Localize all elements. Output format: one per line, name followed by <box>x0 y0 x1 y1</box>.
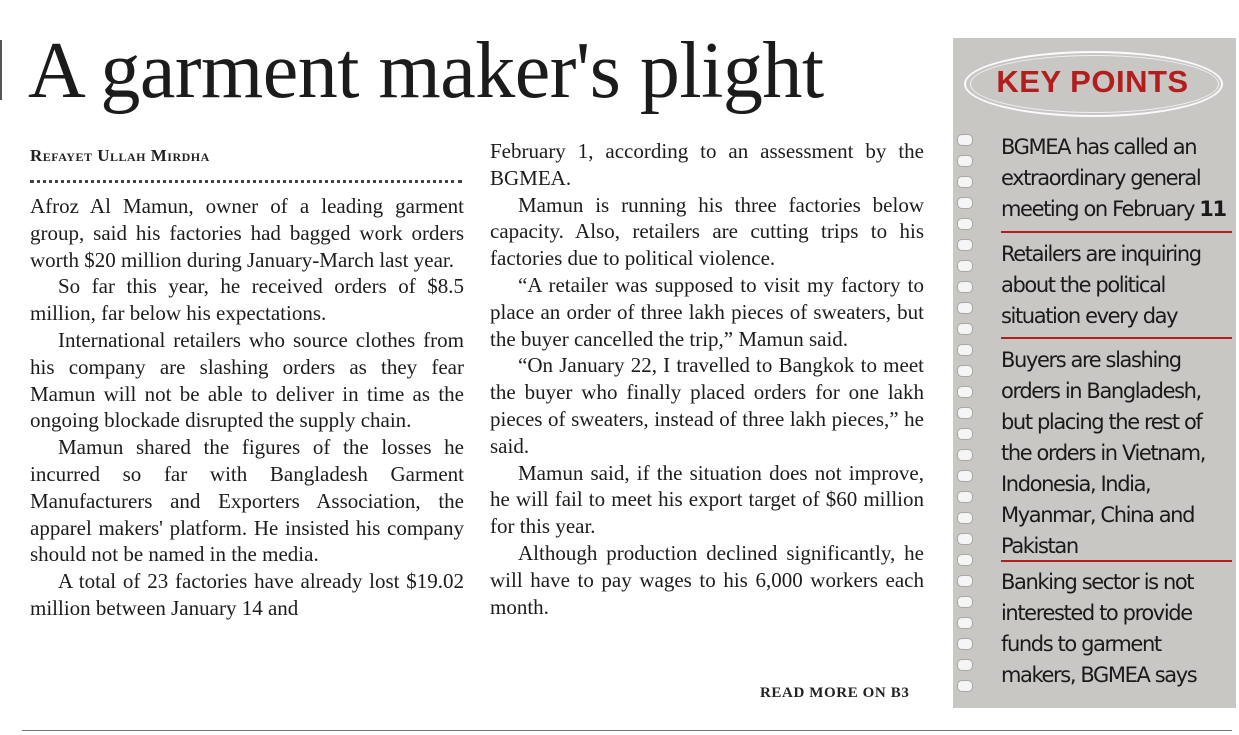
binder-hole-icon <box>957 302 973 314</box>
paragraph: Afroz Al Mamun, owner of a leading garment group, said his factories had bagged work orders worth $20 million during January-March last year. <box>30 194 464 272</box>
binder-hole-icon <box>957 176 973 188</box>
key-point-4: Banking sector is not interested to provide funds to garment makers, BGMEA says <box>1001 570 1197 687</box>
page-edge-rule <box>0 40 2 100</box>
key-point-1-text: BGMEA has called an extraordinary general meeting on February <box>1001 135 1201 221</box>
binder-hole-icon <box>957 281 973 293</box>
paragraph: Mamun shared the figures of the losses he incurred so far with Bangladesh Garment Manufacturers and Exporters Association, the apparel makers' platform. He insisted his company should not be named in the media. <box>30 435 464 567</box>
binder-hole-icon <box>957 680 973 692</box>
binder-hole-icon <box>957 260 973 272</box>
headline: A garment maker's plight <box>28 27 824 115</box>
article-column-2 <box>490 138 924 620</box>
binder-hole-icon <box>957 512 973 524</box>
paragraph: “On January 22, I travelled to Bangkok to meet the buyer who finally placed orders for one lakh pieces of sweaters, instead of three lakh pieces,” he said. <box>490 353 924 458</box>
paragraph: A total of 23 factories have already lost $19.02 million between January 14 and <box>30 569 464 620</box>
paragraph: Mamun is running his three factories below capacity. Also, retailers are cutting trips to his factories due to political violence. <box>490 192 924 271</box>
binder-hole-icon <box>957 554 973 566</box>
byline-divider <box>30 180 462 183</box>
key-point-divider <box>1001 560 1232 562</box>
binder-hole-icon <box>957 575 973 587</box>
binder-hole-icon <box>957 407 973 419</box>
binder-hole-icon <box>957 659 973 671</box>
key-points-title: KEY POINTS <box>996 64 1189 99</box>
binder-hole-icon <box>957 638 973 650</box>
binder-hole-icon <box>957 323 973 335</box>
binder-hole-icon <box>957 596 973 608</box>
key-point-1 <box>1001 132 1233 225</box>
read-more-link[interactable]: READ MORE ON B3 <box>760 685 910 701</box>
byline: Refayet Ullah Mirdha <box>30 146 210 165</box>
binder-hole-icon <box>957 428 973 440</box>
key-point-divider <box>1001 231 1232 233</box>
binder-hole-icon <box>957 365 973 377</box>
binder-holes <box>957 134 975 694</box>
binder-hole-icon <box>957 617 973 629</box>
article-column-1 <box>30 193 464 622</box>
binder-hole-icon <box>957 386 973 398</box>
page-bottom-rule <box>22 730 1232 731</box>
key-points-sidebar <box>953 38 1236 708</box>
binder-hole-icon <box>957 155 973 167</box>
key-point-3: Buyers are slashing orders in Bangladesh, but placing the rest of the orders in Vietnam, Indonesia, India, Myanmar, China and Pakistan <box>1001 348 1205 558</box>
binder-hole-icon <box>957 449 973 461</box>
paragraph: International retailers who source clothes from his company are slashing orders as they fear Mamun will not be able to deliver in time as the ongoing blockade disrupted the supply chain. <box>30 327 464 433</box>
binder-hole-icon <box>957 134 973 146</box>
key-point-2: Retailers are inquiring about the political situation every day <box>1001 242 1201 328</box>
binder-hole-icon <box>957 533 973 545</box>
binder-hole-icon <box>957 470 973 482</box>
paragraph: “A retailer was supposed to visit my factory to place an order of three lakh pieces of sweaters, but the buyer cancelled the trip,” Mamun said. <box>490 272 924 351</box>
paragraph: Although production declined significantly, he will have to pay wages to his 6,000 workers each month. <box>490 540 924 619</box>
key-point-1-date-number: 11 <box>1199 197 1226 221</box>
paragraph: February 1, according to an assessment by the BGMEA. <box>490 139 924 190</box>
paragraph: Mamun said, if the situation does not improve, he will fail to meet his export target of $60 million for this year. <box>490 460 924 539</box>
binder-hole-icon <box>957 218 973 230</box>
paragraph: So far this year, he received orders of $8.5 million, far below his expectations. <box>30 274 464 326</box>
key-point-divider <box>1001 337 1232 339</box>
binder-hole-icon <box>957 239 973 251</box>
binder-hole-icon <box>957 197 973 209</box>
binder-hole-icon <box>957 344 973 356</box>
binder-hole-icon <box>957 491 973 503</box>
